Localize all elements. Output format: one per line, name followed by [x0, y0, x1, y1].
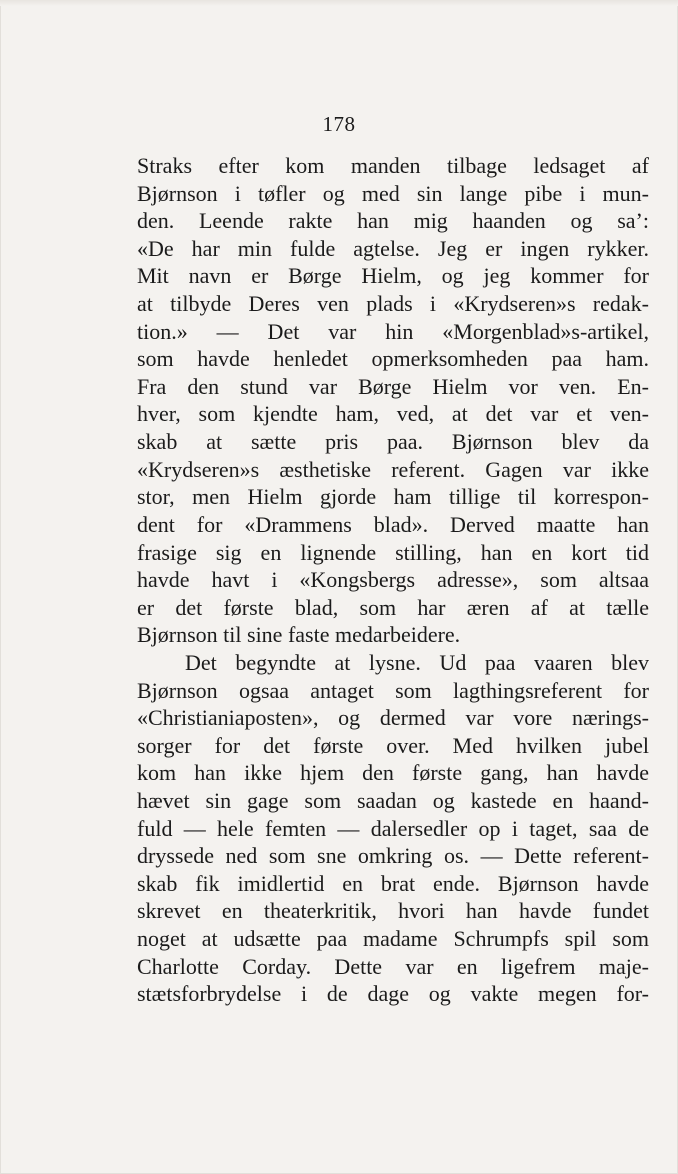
text-line: hver, som kjendte ham, ved, at det var et ven- — [137, 401, 649, 427]
text-line: sorger for det første over. Med hvilken jubel — [137, 732, 649, 758]
text-line: at tilbyde Deres ven plads i «Krydseren»s redak- — [137, 291, 649, 317]
text-line: «Christianiaposten», og dermed var vore nærings- — [137, 705, 649, 731]
text-line: skab at sætte pris paa. Bjørnson blev da — [137, 429, 649, 455]
text-line: tion.» — Det var hin «Morgenblad»s-artikel, — [137, 318, 649, 344]
text-line: «Krydseren»s æsthetiske referent. Gagen var ikke — [137, 456, 649, 482]
text-line: Fra den stund var Børge Hielm vor ven. En- — [137, 373, 649, 399]
text-line: som havde henledet opmerksomheden paa ham. — [137, 346, 649, 372]
text-line: hævet sin gage som saadan og kastede en haand- — [137, 788, 649, 814]
text-line: frasige sig en lignende stilling, han en kort tid — [137, 539, 649, 565]
text-line: fuld — hele femten — dalersedler op i taget, saa de — [137, 815, 649, 841]
text-line: skrevet en theaterkritik, hvori han havde fundet — [137, 898, 649, 924]
text-line: Straks efter kom manden tilbage ledsaget af — [137, 153, 649, 178]
page-number: 178 — [322, 112, 356, 136]
text-line: noget at udsætte paa madame Schrumpfs spil som — [137, 926, 649, 952]
text-line: den. Leende rakte han mig haanden og sa’: — [137, 208, 649, 234]
text-line: dryssede ned som sne omkring os. — Dette referent- — [137, 843, 649, 869]
text-line: Bjørnson til sine faste medarbeidere. — [137, 622, 461, 648]
page-edge — [0, 0, 678, 6]
body-text — [137, 152, 649, 1008]
text-line: er det første blad, som har æren af at tælle — [137, 594, 649, 620]
text-line: stætsforbrydelse i de dage og vakte megen for- — [137, 981, 649, 1007]
text-line: Charlotte Corday. Dette var en ligefrem maje- — [137, 953, 649, 979]
text-line: skab fik imidlertid en brat ende. Bjørnson havde — [137, 870, 649, 896]
text-line: kom han ikke hjem den første gang, han havde — [137, 760, 649, 786]
text-line: havde havt i «Kongsbergs adresse», som altsaa — [137, 567, 649, 593]
text-line: Mit navn er Børge Hielm, og jeg kommer for — [137, 263, 649, 289]
text-line: dent for «Drammens blad». Derved maatte han — [137, 511, 649, 537]
text-line: «De har min fulde agtelse. Jeg er ingen rykker. — [137, 235, 649, 261]
text-line: stor, men Hielm gjorde ham tillige til korrespon- — [137, 484, 649, 510]
text-line: Bjørnson ogsaa antaget som lagthingsreferent for — [137, 677, 649, 703]
text-line: Bjørnson i tøfler og med sin lange pibe i mun- — [137, 180, 649, 206]
text-line: Det begyndte at lysne. Ud paa vaaren blev — [185, 649, 649, 675]
